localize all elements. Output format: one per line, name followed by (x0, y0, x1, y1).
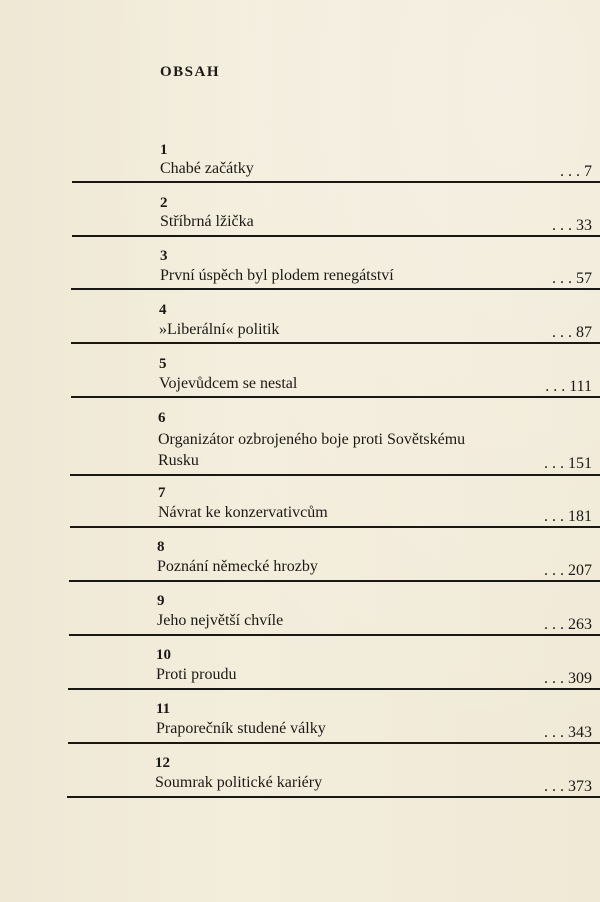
chapter-number: 7 (158, 485, 166, 501)
chapter-title: »Liberální« politik (159, 321, 280, 338)
chapter-page: . . . 263 (544, 616, 592, 633)
divider-rule (68, 688, 600, 690)
chapter-page: . . . 207 (544, 562, 592, 579)
chapter-page: . . . 181 (544, 508, 592, 525)
divider-rule (68, 742, 600, 744)
chapter-number: 9 (157, 593, 165, 609)
chapter-page: . . . 151 (544, 455, 592, 472)
divider-rule (70, 526, 600, 528)
chapter-number: 4 (159, 302, 167, 318)
chapter-title-continuation: Rusku (158, 452, 199, 469)
chapter-number: 6 (158, 410, 166, 426)
chapter-page: . . . 33 (552, 217, 592, 234)
chapter-page: . . . 373 (544, 778, 592, 795)
divider-rule (71, 396, 600, 398)
chapter-page: . . . 7 (560, 163, 592, 180)
chapter-number: 10 (156, 647, 171, 663)
chapter-title: První úspěch byl plodem renegátství (160, 267, 394, 284)
chapter-number: 5 (159, 356, 167, 372)
chapter-page: . . . 57 (552, 270, 592, 287)
chapter-title: Praporečník studené války (156, 720, 326, 737)
chapter-number: 2 (160, 195, 168, 211)
divider-rule (70, 474, 600, 476)
toc-heading: OBSAH (160, 64, 221, 80)
divider-rule (69, 634, 600, 636)
chapter-title: Návrat ke konzervativcům (158, 504, 328, 521)
chapter-number: 8 (157, 539, 165, 555)
chapter-page: . . . 111 (545, 378, 592, 395)
chapter-title: Chabé začátky (160, 160, 254, 177)
divider-rule (71, 342, 600, 344)
chapter-page: . . . 87 (552, 324, 592, 341)
chapter-title: Poznání německé hrozby (157, 558, 318, 575)
divider-rule (71, 288, 600, 290)
chapter-title: Proti proudu (156, 666, 237, 683)
chapter-title: Soumrak politické kariéry (155, 774, 323, 791)
chapter-title: Stříbrná lžička (160, 213, 254, 230)
divider-rule (69, 580, 600, 582)
chapter-title: Organizátor ozbrojeného boje proti Sovětskému (158, 431, 466, 448)
chapter-number: 3 (160, 248, 168, 264)
divider-rule (67, 796, 600, 798)
chapter-page: . . . 309 (544, 670, 592, 687)
chapter-number: 11 (156, 701, 171, 717)
chapter-number: 12 (155, 755, 170, 771)
chapter-number: 1 (160, 142, 168, 158)
divider-rule (72, 181, 600, 183)
divider-rule (72, 235, 600, 237)
chapter-page: . . . 343 (544, 724, 592, 741)
chapter-title: Vojevůdcem se nestal (159, 375, 298, 392)
chapter-title: Jeho největší chvíle (157, 612, 284, 629)
